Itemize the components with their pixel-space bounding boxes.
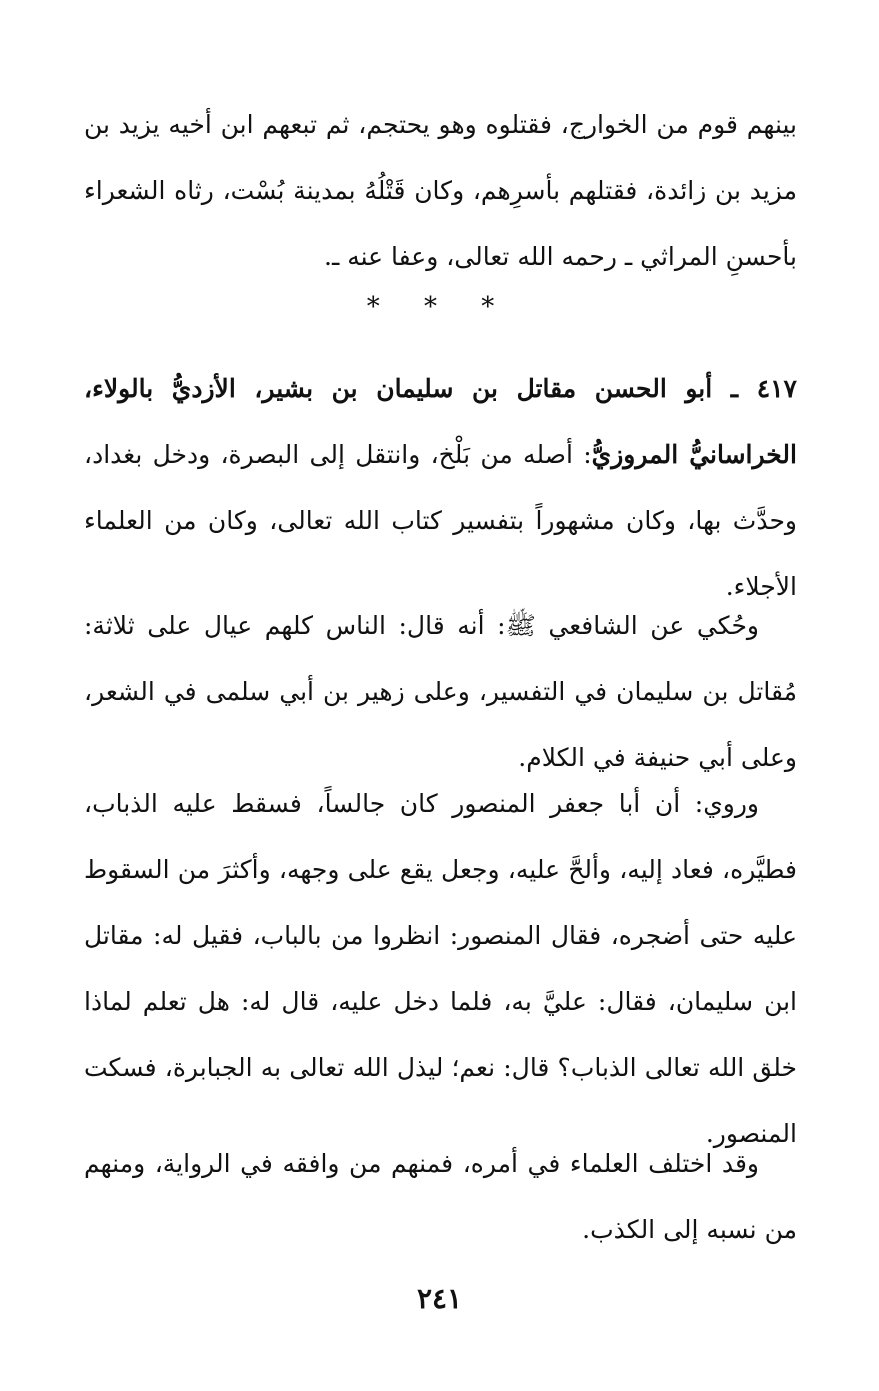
- text-line: [84, 422, 797, 488]
- entry-heading: ٤١٧ ـ أبو الحسن مقاتل بن سليمان بن بشير، الأزديُّ بالولاء،: [84, 374, 797, 403]
- paragraph-mansur: [84, 771, 797, 1167]
- text-line: وروي: أن أبا جعفر المنصور كان جالساً، فسقط عليه الذباب،: [84, 789, 759, 818]
- text-line: بأحسنِ المراثي ـ رحمه الله تعالى، وعفا عنه ـ.: [324, 242, 797, 271]
- text-line: ابن سليمان، فقال: عليَّ به، فلما دخل عليه، قال له: هل تعلم لماذا: [84, 987, 797, 1016]
- text-line: وحدَّث بها، وكان مشهوراً بتفسير كتاب الله تعالى، وكان من العلماء: [84, 506, 797, 535]
- text-line: بينهم قوم من الخوارج، فقتلوه وهو يحتجم، ثم تبعهم ابن أخيه يزيد بن: [84, 110, 797, 139]
- text-line: مزيد بن زائدة، فقتلهم بأسرِهم، وكان قَتْلُهُ بمدينة بُسْت، رثاه الشعراء: [84, 176, 797, 205]
- text-line: المنصور.: [705, 1119, 797, 1148]
- entry-text: : أصله من بَلْخ، وانتقل إلى البصرة، ودخل بغداد،: [84, 440, 592, 469]
- paragraph-shafii: [84, 593, 797, 791]
- text-line: الأجلاء.: [725, 572, 797, 601]
- paragraph-ikhtilaf: [84, 1131, 797, 1263]
- text-line: خلق الله تعالى الذباب؟ قال: نعم؛ ليذل الله تعالى به الجبابرة، فسكت: [84, 1053, 797, 1082]
- text-line: من نسبه إلى الكذب.: [582, 1215, 797, 1244]
- biography-entry-417: [84, 356, 797, 620]
- text-line: مُقاتل بن سليمان في التفسير، وعلى زهير بن أبي سلمى في الشعر،: [84, 677, 797, 706]
- entry-heading-nisba: الخراسانيُّ المروزيُّ: [591, 440, 797, 469]
- text-line: وعلى أبي حنيفة في الكلام.: [518, 743, 797, 772]
- section-separator: * * *: [366, 292, 513, 322]
- text-line: وقد اختلف العلماء في أمره، فمنهم من وافقه في الرواية، ومنهم: [84, 1149, 759, 1178]
- text-line: وحُكي عن الشافعي ﷺ: أنه قال: الناس كلهم عيال على ثلاثة:: [84, 611, 759, 640]
- text-line: عليه حتى أضجره، فقال المنصور: انظروا من بالباب، فقيل له: مقاتل: [84, 921, 797, 950]
- text-line: فطيَّره، فعاد إليه، وألحَّ عليه، وجعل يقع على وجهه، وأكثرَ من السقوط: [84, 855, 797, 884]
- page-number: ٢٤١: [416, 1282, 463, 1315]
- paragraph-continuation: [84, 92, 797, 290]
